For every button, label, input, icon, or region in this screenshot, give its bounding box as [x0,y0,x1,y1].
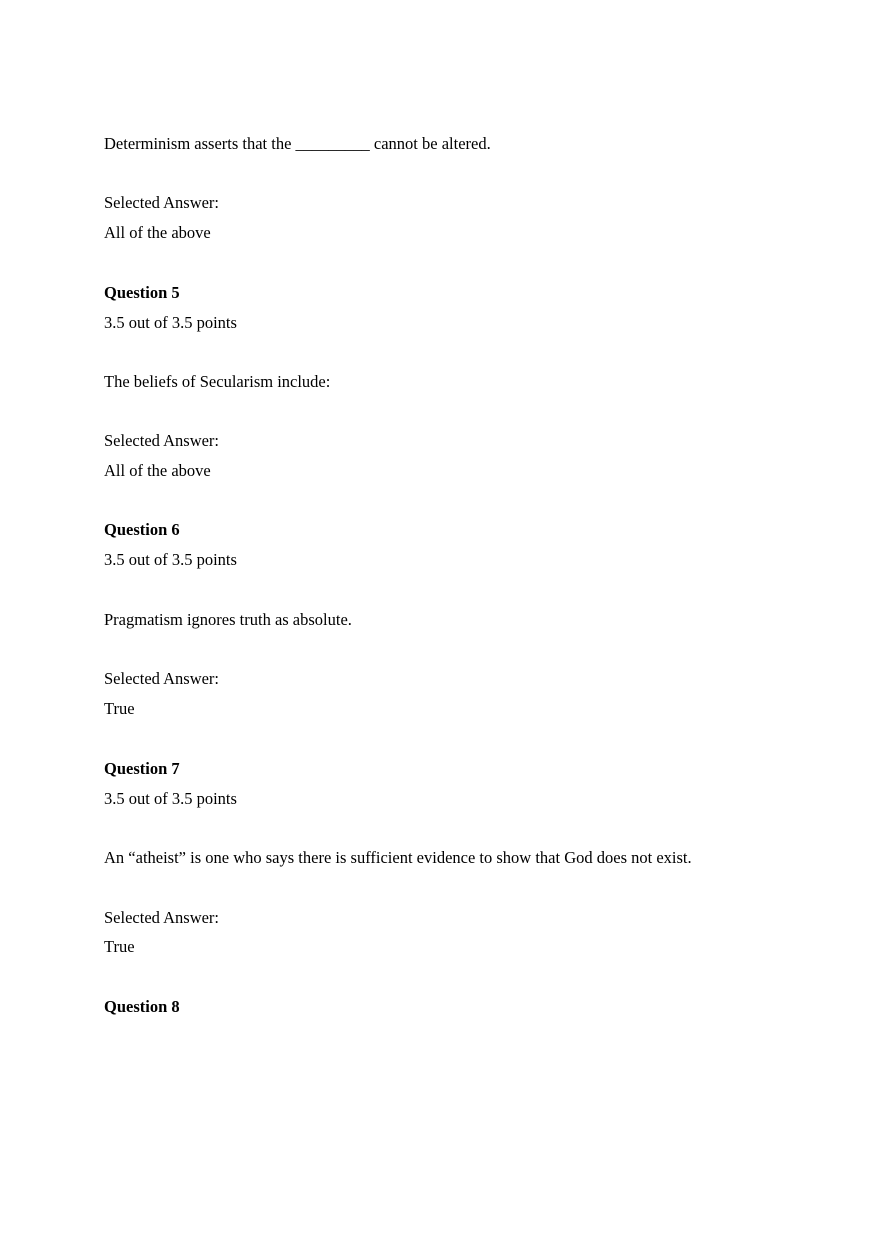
question-title: Question 5 [104,283,180,302]
selected-answer-value: All of the above [104,223,211,242]
question-title: Question 6 [104,520,180,539]
question-points: 3.5 out of 3.5 points [104,313,237,332]
selected-answer-label: Selected Answer: [104,669,220,688]
selected-answer-value: True [104,699,135,718]
question-title: Question 7 [104,759,180,778]
question-points: 3.5 out of 3.5 points [104,550,237,569]
selected-answer-value: True [104,937,135,956]
selected-answer-label: Selected Answer: [104,193,220,212]
selected-answer-label: Selected Answer: [104,908,220,927]
question-text: An “atheist” is one who says there is sufficient evidence to show that God does not exist. [104,848,692,867]
selected-answer-value: All of the above [104,461,211,480]
question-points: 3.5 out of 3.5 points [104,789,237,808]
question-title: Question 8 [104,997,180,1016]
question-text: The beliefs of Secularism include: [104,372,331,391]
selected-answer-label: Selected Answer: [104,431,220,450]
question-text: Pragmatism ignores truth as absolute. [104,610,352,629]
question-text: Determinism asserts that the _________ cannot be altered. [104,134,491,153]
